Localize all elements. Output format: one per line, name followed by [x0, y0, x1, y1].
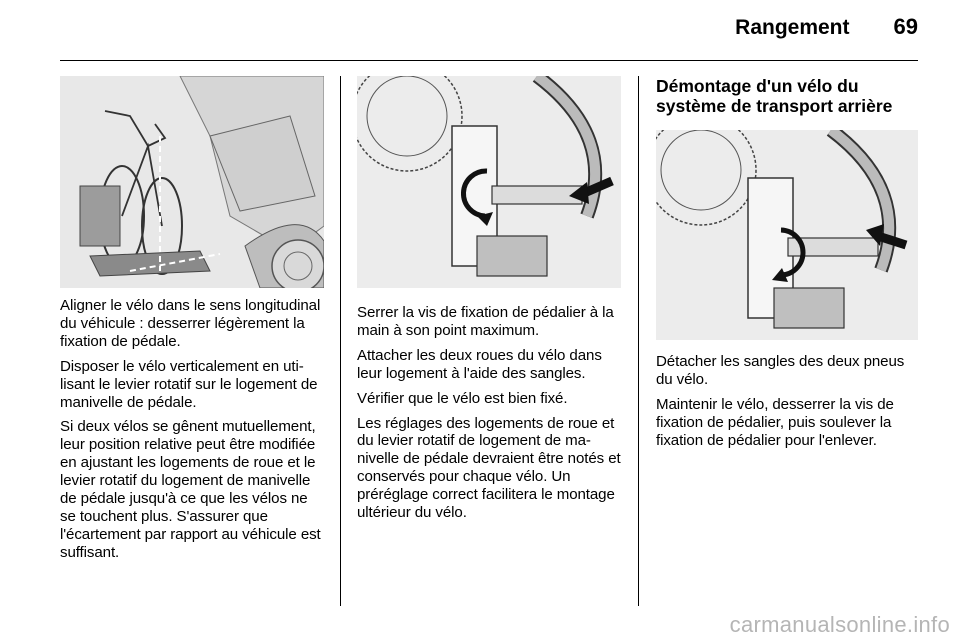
header-rule — [60, 60, 918, 61]
paragraph: Détacher les sangles des deux pneus du vélo. — [656, 353, 905, 388]
paragraph: Vérifier que le vélo est bien fixé. — [357, 389, 568, 407]
paragraph: Maintenir le vélo, desserrer la vis de fixation de pédalier, puis soulever la fixation de pédalier pour l'enlever. — [656, 395, 894, 449]
column-divider-2 — [638, 76, 639, 606]
paragraph: Les réglages des logements de roue et du levier rotatif de logement de manivelle de pédale devraient être notés et conservés pour chaque vélo. Un préréglage correct facilitera le montage ultérieur du vélo. — [357, 414, 621, 522]
paragraph: Aligner le vélo dans le sens longitudinal du véhicule : desserrer légèrement la fixation de pédale. — [60, 297, 321, 350]
paragraph: Si deux vélos se gênent mutuellement, leur position relative peut être modifiée en ajustant les logements de roue et le levier rotatif du logement de manivelle de pédale jusqu'à ce que les vélos ne se touchent plus. S'assurer que l'écartement par rapport au véhicule est suffisant. — [60, 418, 321, 561]
watermark: carmanualsonline.info — [729, 612, 950, 637]
section-title: Démontage d'un vélo du système de transport arrière — [656, 76, 893, 116]
paragraph: Disposer le vélo verticalement en utilisant le levier rotatif sur le logement de manivelle de pédale. — [60, 357, 318, 411]
column-3-text — [656, 353, 920, 457]
column-2-text — [357, 304, 625, 529]
remove-bike-illustration — [656, 130, 918, 340]
pedal-fixing-screw-illustration — [357, 76, 621, 288]
bike-on-carrier-illustration — [60, 76, 324, 288]
page-number: 69 — [893, 14, 918, 39]
column-divider-1 — [340, 76, 341, 606]
paragraph: Serrer la vis de fixation de pédalier à la main à son point maximum. — [357, 304, 614, 339]
column-1-text — [60, 297, 326, 569]
paragraph: Attacher les deux roues du vélo dans leur logement à l'aide des sangles. — [357, 346, 602, 382]
page-header — [735, 14, 918, 48]
page-title: Rangement — [735, 16, 850, 39]
